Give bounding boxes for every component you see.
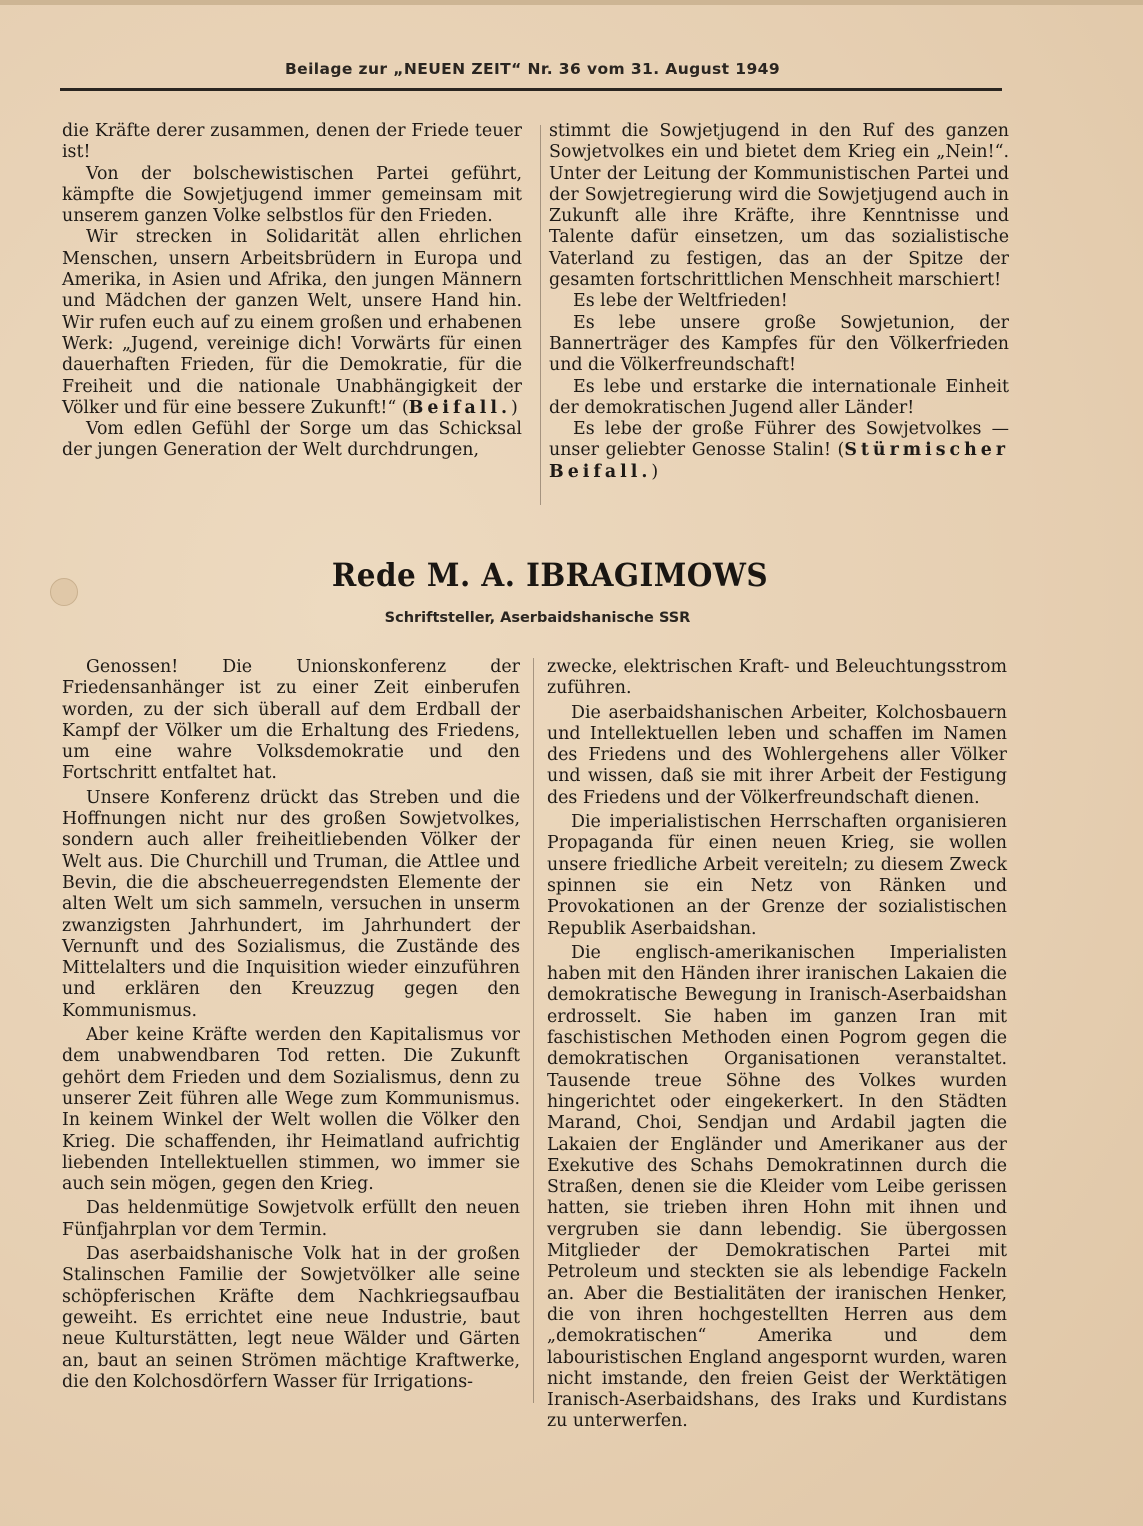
paragraph: die Kräfte derer zusammen, denen der Friede teuer ist! <box>62 121 522 163</box>
paragraph: Das heldenmütige Sowjetvolk erfüllt den neuen Fünfjahrplan vor dem Termin. <box>62 1198 520 1240</box>
paragraph: stimmt die Sowjetjugend in den Ruf des ganzen Sowjetvolkes ein und bietet dem Krieg ein „Nein!“. Unter der Leitung der Kommunistischen Partei und der Sowjetregierung wird die Sowjetjugend auch in Zukunft alle ihre Kräfte, ihre Kenntnisse und Talente dafür einsetzen, um das sozialistische Vaterland zu festigen, das an der Spitze der gesamten fortschrittlichen Menschheit marschiert! <box>549 121 1009 291</box>
paragraph <box>549 419 1009 483</box>
paren-close: ) <box>651 461 659 482</box>
article-subtitle: Schriftsteller, Aserbaidshanische SSR <box>384 610 691 626</box>
article-title: Rede M. A. IBRAGIMOWS <box>331 556 769 594</box>
applause-note: Stürmischer Beifall. <box>549 440 1009 482</box>
paragraph-text: Es lebe der große Führer des Sowjetvolkes — unser geliebter Genosse Stalin! ( <box>549 419 1009 461</box>
paragraph <box>62 227 522 419</box>
paragraph: Aber keine Kräfte werden den Kapitalismus vor dem unabwendbaren Tod retten. Die Zukunft gehört dem Frieden und dem Sozialismus, denn zu unserer Zeit führen alle Wege zum Kommunismus. In keinem Winkel der Welt wollen die Völker den Krieg. Die schaffenden, ihr Heimatland aufrichtig liebenden Intellektuellen stimmen, wo immer sie auch sein mögen, gegen den Krieg. <box>62 1025 520 1195</box>
paragraph: Unsere Konferenz drückt das Streben und die Hoffnungen nicht nur des großen Sowjetvolkes, sondern auch aller freiheitliebenden Völker der Welt aus. Die Churchill und Truman, die Attlee und Bevin, die die abscheuerregendsten Elemente der alten Welt um sich sammeln, versuchen in unserm zwanzigsten Jahrhundert, im Jahrhundert der Vernunft und des Sozialismus, die Zustände des Mittelalters und die Inquisition wieder einzuführen und erklären den Kreuzzug gegen den Kommunismus. <box>62 787 520 1021</box>
paragraph: Die aserbaidshanischen Arbeiter, Kolchosbauern und Intellektuellen leben und schaffen im Namen des Friedens und des Wohlergehens aller Völker und wissen, daß sie mit ihrer Arbeit der Festigung des Friedens und der Völkerfreundschaft dienen. <box>547 702 1007 808</box>
top-left-column <box>62 121 522 521</box>
paragraph: Es lebe der Weltfrieden! <box>573 291 788 312</box>
article-left-column <box>62 657 520 1417</box>
paren-close: ) <box>511 397 518 418</box>
paragraph: Es lebe unsere große Sowjetunion, der Bannerträger des Kampfes für den Völkerfrieden und die Völkerfreundschaft! <box>549 312 1009 376</box>
top-right-column <box>549 121 1009 521</box>
article-right-column <box>547 657 1007 1432</box>
running-head: Beilage zur „NEUEN ZEIT“ Nr. 36 vom 31. August 1949 <box>284 60 781 78</box>
paragraph: Von der bolschewistischen Partei geführt, kämpfte die Sowjetjugend immer gemeinsam mit unserem ganzen Volke selbstlos für den Frieden. <box>62 163 522 227</box>
paragraph: Es lebe und erstarke die internationale Einheit der demokratischen Jugend aller Länder! <box>549 376 1009 418</box>
header-rule <box>60 88 1002 91</box>
page-edge <box>0 0 1143 5</box>
paragraph: Die englisch-amerikanischen Imperialisten haben mit den Händen ihrer iranischen Lakaien die demokratische Bewegung in Iranisch-Aserbaidshan erdrosselt. Sie haben im ganzen Iran mit faschistischen Methoden einen Pogrom gegen die demokratischen Organisationen veranstaltet. Tausende treue Söhne des Volkes wurden hingerichtet oder eingekerkert. In den Städten Marand, Choi, Sendjan und Ardabil jagten die Lakaien der Engländer und Amerikaner aus der Exekutive des Schahs Demokratinnen durch die Straßen, denen sie die Kleider vom Leibe gerissen hatten, sie trieben ihren Hohn mit ihnen und vergruben sie dann lebendig. Sie übergossen Mitglieder der Demokratischen Partei mit Petroleum und steckten sie als lebendige Fackeln an. Aber die Bestialitäten der iranischen Henker, die von ihren hochgestellten Herren aus dem „demokratischen“ Amerika und dem labouristischen England angespornt wurden, waren nicht imstande, den freien Geist der Werktätigen Iranisch-Aserbaidshans, des Iraks und Kurdistans zu unterwerfen. <box>547 942 1007 1432</box>
paragraph: Genossen! Die Unionskonferenz der Friedensanhänger ist zu einer Zeit einberufen worden, zu der sich überall auf dem Erdball der Kampf der Völker um die Erhaltung des Friedens, um eine wahre Volksdemokratie und den Fortschritt entfaltet hat. <box>62 657 520 784</box>
paragraph: zwecke, elektrischen Kraft- und Beleuchtungsstrom zuführen. <box>547 657 1007 699</box>
column-rule <box>533 658 534 1403</box>
paragraph: Vom edlen Gefühl der Sorge um das Schicksal der jungen Generation der Welt durchdrungen, <box>62 419 522 461</box>
paragraph: Das aserbaidshanische Volk hat in der großen Stalinschen Familie der Sowjetvölker alle seine schöpferischen Kräfte dem Nachkriegsaufbau geweiht. Es errichtet eine neue Industrie, baut neue Kulturstätten, legt neue Wälder und Gärten an, baut an seinen Strömen mächtige Kraftwerke, die den Kolchosdörfern Wasser für Irrigations- <box>62 1244 520 1392</box>
paragraph: Die imperialistischen Herrschaften organisieren Propaganda für einen neuen Krieg, sie wollen unsere friedliche Arbeit vereiteln; zu diesem Zweck spinnen sie ein Netz von Ränken und Provokationen an der Grenze der sozialistischen Republik Aserbaidshan. <box>547 812 1007 939</box>
column-rule <box>540 125 541 505</box>
applause-note: Beifall. <box>408 397 512 418</box>
paragraph-text: Wir strecken in Solidarität allen ehrlichen Menschen, unsern Arbeitsbrüdern in Europa und Amerika, in Asien und Afrika, den jungen Männern und Mädchen der ganzen Welt, unsere Hand hin. Wir rufen euch auf zu einem großen und erhabenen Werk: „Jugend, vereinige dich! Vorwärts für einen dauerhaften Frieden, für die Demokratie, für die Freiheit und die nationale Unabhängigkeit der Völker und für eine bessere Zukunft!“ ( <box>62 227 522 418</box>
